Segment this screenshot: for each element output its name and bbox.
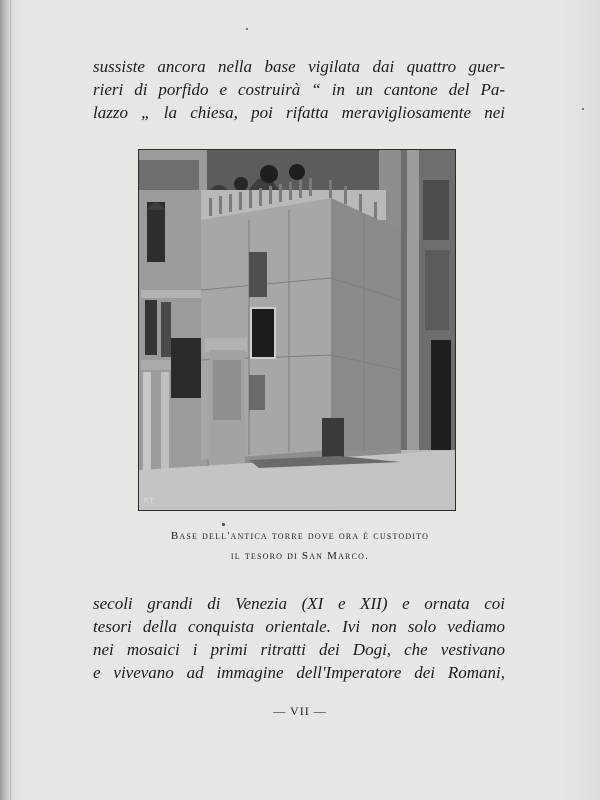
paper-speck	[582, 108, 584, 110]
figure-caption-line-1: Base dell'antica torre dove ora è custodito	[170, 530, 430, 542]
top-paragraph	[93, 55, 505, 124]
page-number: — VII —	[273, 704, 327, 718]
text-line: rieri di porfido e costruirà “ in un cantone del Pa-	[93, 80, 505, 99]
figure-caption-line-2: il tesoro di San Marco.	[230, 550, 370, 562]
text-line: secoli grandi di Venezia (XI e XII) e ornata coi	[93, 594, 505, 613]
text-line: tesori della conquista orientale. Ivi non solo vediamo	[93, 617, 505, 636]
tower-base-photo	[139, 150, 455, 510]
text-line: sussiste ancora nella base vigilata dai quattro guer-	[93, 57, 505, 76]
paper-speck	[246, 28, 248, 30]
photo-signature: F.T.	[144, 498, 155, 505]
page-spine-shadow	[0, 0, 9, 800]
text-line: e vivevano ad immagine dell'Imperatore dei Romani,	[93, 663, 505, 682]
photograph-plate	[138, 149, 456, 511]
page-spine-edge	[10, 0, 11, 800]
bottom-paragraph	[93, 592, 505, 684]
text-line: nei mosaici i primi ritratti dei Dogi, che vestivano	[93, 640, 505, 659]
paper-speck	[222, 523, 225, 526]
text-line: lazzo „ la chiesa, poi rifatta meravigliosamente nei	[93, 103, 505, 122]
